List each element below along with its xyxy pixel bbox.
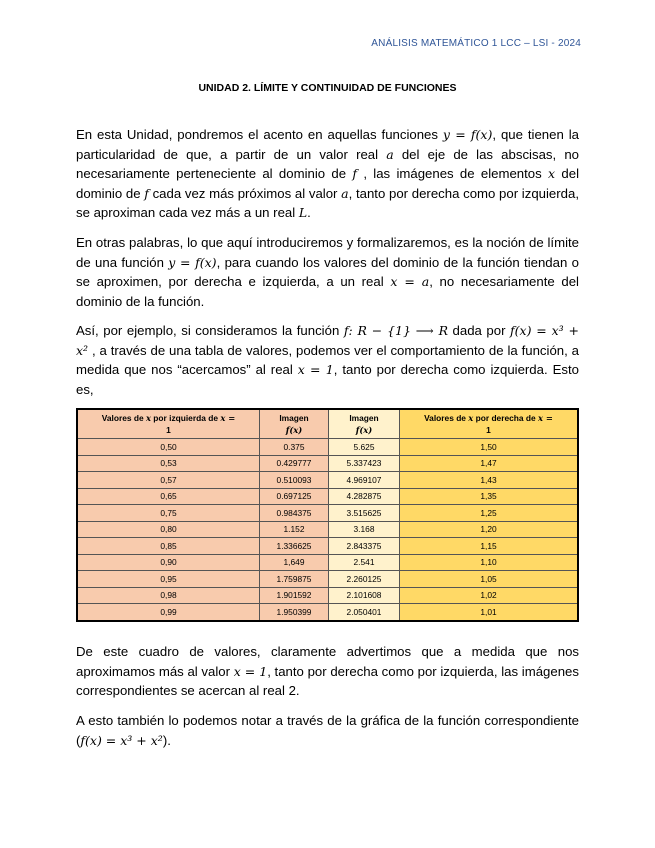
cell-right-x: 1,10	[400, 554, 579, 571]
paragraph-conclusion: De este cuadro de valores, claramente advertimos que a medida que nos aproximamos más al valor x = 1, tanto por derecha como por izquierda, las imágenes correspondientes se acercan al real 2.	[76, 644, 579, 698]
cell-right-image: 3.515625	[329, 505, 400, 522]
cell-right-image: 3.168	[329, 521, 400, 538]
cell-left-x: 0,75	[77, 505, 260, 522]
cell-right-image: 2.050401	[329, 604, 400, 621]
cell-right-image: 2.260125	[329, 571, 400, 588]
cell-left-x: 0,53	[77, 455, 260, 472]
cell-right-image: 5.337423	[329, 455, 400, 472]
cell-left-image: 1.759875	[260, 571, 329, 588]
cell-left-image: 1.336625	[260, 538, 329, 555]
cell-left-x: 0,80	[77, 521, 260, 538]
cell-right-image: 4.969107	[329, 472, 400, 489]
table-row	[77, 472, 578, 489]
cell-left-image: 1.152	[260, 521, 329, 538]
table-row	[77, 604, 578, 621]
values-table	[76, 408, 579, 622]
cell-right-x: 1,05	[400, 571, 579, 588]
header-left-values: Valores de x por izquierda de x = 1	[77, 409, 260, 439]
paragraph-limit-notion: En otras palabras, lo que aquí introduciremos y formalizaremos, es la noción de límite de una función y = f(x), para cuando los valores del dominio de la función tiendan o se aproximen, por derecha e izquierda, a un real x = a, no necesariamente del dominio de la función.	[76, 235, 579, 309]
header-right-image: Imagen f(x)	[329, 409, 400, 439]
unit-title: UNIDAD 2. LÍMITE Y CONTINUIDAD DE FUNCIONES	[198, 82, 457, 94]
table-row	[77, 488, 578, 505]
cell-right-image: 2.101608	[329, 587, 400, 604]
header-left-image: Imagen f(x)	[260, 409, 329, 439]
paragraph-intro: En esta Unidad, pondremos el acento en aquellas funciones y = f(x), que tienen la particularidad de que, a partir de un valor real a del eje de las abscisas, no necesariamente perteneciente al dominio de f , las imágenes de elementos x del dominio de f cada vez más próximos al valor a, tanto por derecha como por izquierda, se aproximan cada vez más a un real L.	[76, 127, 580, 220]
table-row	[77, 538, 578, 555]
cell-right-image: 2.843375	[329, 538, 400, 555]
cell-right-image: 5.625	[329, 439, 400, 456]
cell-right-x: 1,50	[400, 439, 579, 456]
cell-right-x: 1,25	[400, 505, 579, 522]
cell-left-image: 0.984375	[260, 505, 329, 522]
paragraph-graph-note: A esto también lo podemos notar a través de la gráfica de la función correspondiente (f(x) = x³ + x²).	[76, 713, 579, 748]
cell-left-x: 0,98	[77, 587, 260, 604]
table-row	[77, 521, 578, 538]
cell-left-image: 1.950399	[260, 604, 329, 621]
cell-right-x: 1,20	[400, 521, 579, 538]
cell-right-x: 1,35	[400, 488, 579, 505]
document-header: ANÁLISIS MATEMÁTICO 1 LCC – LSI - 2024	[371, 38, 581, 49]
cell-left-x: 0,90	[77, 554, 260, 571]
cell-right-image: 2.541	[329, 554, 400, 571]
table-header-row	[77, 409, 578, 439]
cell-left-image: 1,649	[260, 554, 329, 571]
table-row	[77, 439, 578, 456]
header-right-values: Valores de x por derecha de x = 1	[400, 409, 579, 439]
cell-right-image: 4.282875	[329, 488, 400, 505]
cell-left-x: 0,99	[77, 604, 260, 621]
table-row	[77, 455, 578, 472]
table-row	[77, 571, 578, 588]
table-row	[77, 505, 578, 522]
cell-left-image: 1.901592	[260, 587, 329, 604]
cell-right-x: 1,43	[400, 472, 579, 489]
cell-left-x: 0,57	[77, 472, 260, 489]
cell-left-x: 0,95	[77, 571, 260, 588]
table-row	[77, 587, 578, 604]
cell-right-x: 1,15	[400, 538, 579, 555]
cell-right-x: 1,02	[400, 587, 579, 604]
cell-left-x: 0,65	[77, 488, 260, 505]
cell-left-image: 0.429777	[260, 455, 329, 472]
cell-right-x: 1,47	[400, 455, 579, 472]
cell-left-image: 0.697125	[260, 488, 329, 505]
cell-left-image: 0.375	[260, 439, 329, 456]
table-row	[77, 554, 578, 571]
cell-left-x: 0,50	[77, 439, 260, 456]
cell-left-image: 0.510093	[260, 472, 329, 489]
paragraph-example: Así, por ejemplo, si consideramos la función f: R − {1} ⟶ R dada por f(x) = x³ + x² , a través de una tabla de valores, podemos ver el comportamiento de la función, a medida que nos “acercamos” al real x = 1, tanto por derecha como izquierda. Esto es,	[76, 323, 580, 397]
cell-right-x: 1,01	[400, 604, 579, 621]
cell-left-x: 0,85	[77, 538, 260, 555]
